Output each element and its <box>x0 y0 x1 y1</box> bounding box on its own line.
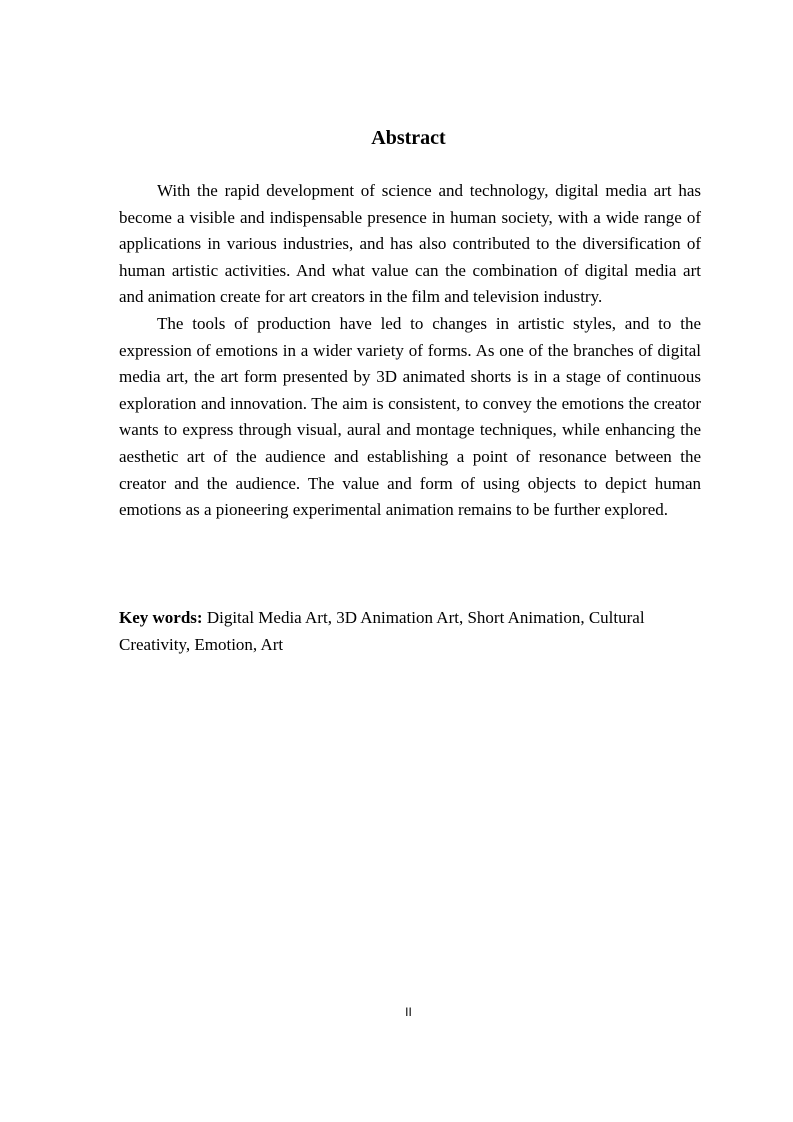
page-number: II <box>405 1005 412 1019</box>
keywords-value: Digital Media Art, 3D Animation Art, Short Animation, Cultural Creativity, Emotion, Art <box>119 608 645 654</box>
abstract-title: Abstract <box>371 127 446 149</box>
keywords-label: Key words: <box>119 608 203 627</box>
abstract-paragraph-2: The tools of production have led to changes in artistic styles, and to the expression of emotions in a wider variety of forms. As one of the branches of digital media art, the art form presented by 3D animated shorts is in a stage of continuous exploration and innovation. The aim is consistent, to convey the emotions the creator wants to express through visual, aural and montage techniques, while enhancing the aesthetic art of the audience and establishing a point of resonance between the creator and the audience. The value and form of using objects to depict human emotions as a pioneering experimental animation remains to be further explored. <box>119 313 701 520</box>
abstract-body <box>119 178 701 524</box>
keywords-line <box>119 605 701 658</box>
abstract-paragraph-1: With the rapid development of science and technology, digital media art has become a visible and indispensable presence in human society, with a wide range of applications in various industries, and has also contributed to the diversification of human artistic activities. And what value can the combination of digital media art and animation create for art creators in the film and television industry. <box>119 181 701 307</box>
